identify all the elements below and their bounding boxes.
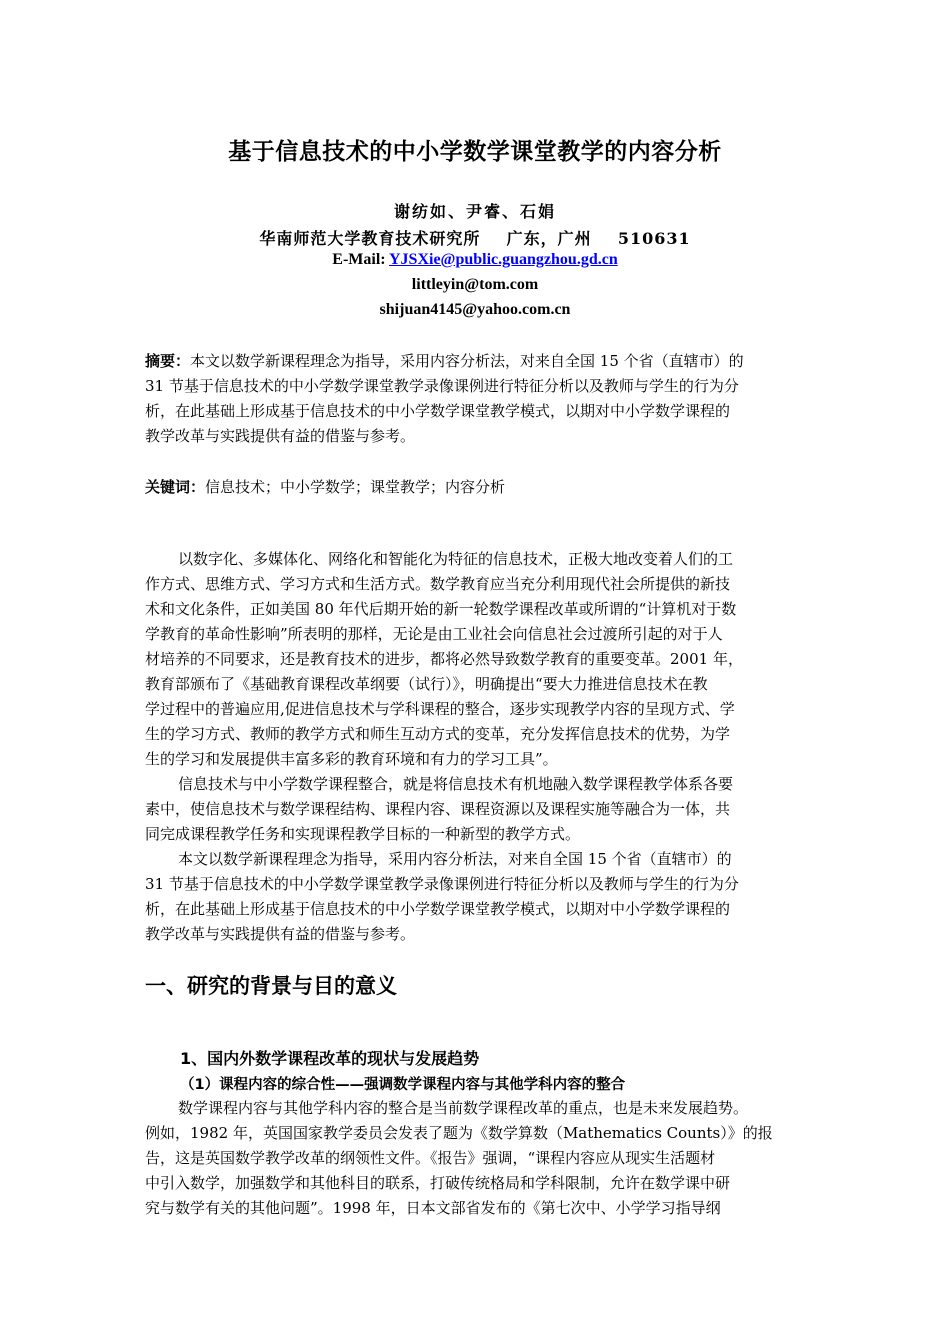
subsubsection-heading: （1）课程内容的综合性——强调数学课程内容与其他学科内容的整合 — [180, 1077, 626, 1093]
section-line: 中引入数学，加强数学和其他科目的联系，打破传统格局和学科限制，允许在数学课中研 — [145, 1174, 731, 1192]
email-label: E-Mail: — [332, 251, 389, 268]
body-line: 材培养的不同要求，还是教育技术的进步，都将必然导致数学教育的重要变革。2001 年， — [145, 650, 743, 668]
body-line: 素中，使信息技术与数学课程结构、课程内容、课程资源以及课程实施等融合为一体，共 — [145, 800, 731, 818]
abstract-line: 31 节基于信息技术的中小学数学课堂教学录像课例进行特征分析以及教师与学生的行为分 — [145, 377, 739, 395]
body-line: 生的学习方式、教师的教学方式和师生互动方式的变革，充分发挥信息技术的优势，为学 — [145, 725, 731, 743]
body-line: 教育部颁布了《基础教育课程改革纲要（试行）》，明确提出“要大力推进信息技术在教 — [145, 675, 708, 693]
authors: 谢纺如、尹睿、石娟 — [393, 202, 556, 221]
body-line: 信息技术与中小学数学课程整合，就是将信息技术有机地融入数学课程教学体系各要 — [178, 775, 734, 793]
body-line: 学教育的革命性影响”所表明的那样，无论是由工业社会向信息社会过渡所引起的对于人 — [145, 625, 723, 643]
keywords-label: 关键词： — [145, 478, 206, 496]
keywords-text: 信息技术；中小学数学；课堂教学；内容分析 — [205, 478, 506, 496]
body-line: 以数字化、多媒体化、网络化和智能化为特征的信息技术，正极大地改变着人们的工 — [178, 550, 734, 568]
abstract-label: 摘要： — [145, 352, 191, 370]
body-line: 作方式、思维方式、学习方式和生活方式。数学教育应当充分利用现代社会所提供的新技 — [145, 575, 731, 593]
abstract-line: 析，在此基础上形成基于信息技术的中小学数学课堂教学模式，以期对中小学数学课程的 — [145, 402, 731, 420]
keywords-line — [145, 476, 505, 497]
body-line: 生的学习和发展提供丰富多彩的教育环境和有力的学习工具”。 — [145, 750, 558, 768]
body-line: 术和文化条件，正如美国 80 年代后期开始的新一轮数学课程改革或所谓的“计算机对于数 — [145, 600, 737, 618]
body-line: 31 节基于信息技术的中小学数学课堂教学录像课例进行特征分析以及教师与学生的行为分 — [145, 875, 739, 893]
section-line: 究与数学有关的其他问题”。1998 年，日本文部省发布的《第七次中、小学学习指导纲 — [145, 1199, 721, 1217]
body-line: 析，在此基础上形成基于信息技术的中小学数学课堂教学模式，以期对中小学数学课程的 — [145, 900, 731, 918]
body-line: 本文以数学新课程理念为指导，采用内容分析法，对来自全国 15 个省（直辖市）的 — [178, 850, 732, 868]
body-line: 教学改革与实践提供有益的借鉴与参考。 — [145, 925, 416, 943]
email-third: shijuan4145@yahoo.com.cn — [379, 301, 571, 318]
abstract-line: 教学改革与实践提供有益的借鉴与参考。 — [145, 427, 416, 445]
paper-title: 基于信息技术的中小学数学课堂教学的内容分析 — [228, 139, 722, 165]
section-heading: 一、研究的背景与目的意义 — [145, 974, 397, 998]
subsection-heading: 1、国内外数学课程改革的现状与发展趋势 — [180, 1049, 480, 1068]
section-line: 数学课程内容与其他学科内容的整合是当前数学课程改革的重点，也是未来发展趋势。 — [178, 1099, 749, 1117]
section-line: 告，这是英国数学教学改革的纲领性文件。《报告》强调，“课程内容应从现实生活题材 — [145, 1149, 716, 1167]
email-link[interactable]: YJSXie@public.guangzhou.gd.cn — [389, 251, 618, 268]
affiliation: 华南师范大学教育技术研究所 广东，广州 510631 — [259, 229, 691, 248]
email-second: littleyin@tom.com — [411, 276, 539, 293]
section-line: 例如，1982 年，英国国家教学委员会发表了题为《数学算数（Mathematics Counts）》的报 — [145, 1124, 773, 1142]
email-line — [0, 251, 950, 269]
body-line: 同完成课程教学任务和实现课程教学目标的一种新型的教学方式。 — [145, 825, 581, 843]
abstract-line: 摘要：本文以数学新课程理念为指导，采用内容分析法，对来自全国 15 个省（直辖市）的 — [145, 352, 744, 370]
body-line: 学过程中的普遍应用,促进信息技术与学科课程的整合，逐步实现教学内容的呈现方式、学 — [145, 700, 735, 718]
